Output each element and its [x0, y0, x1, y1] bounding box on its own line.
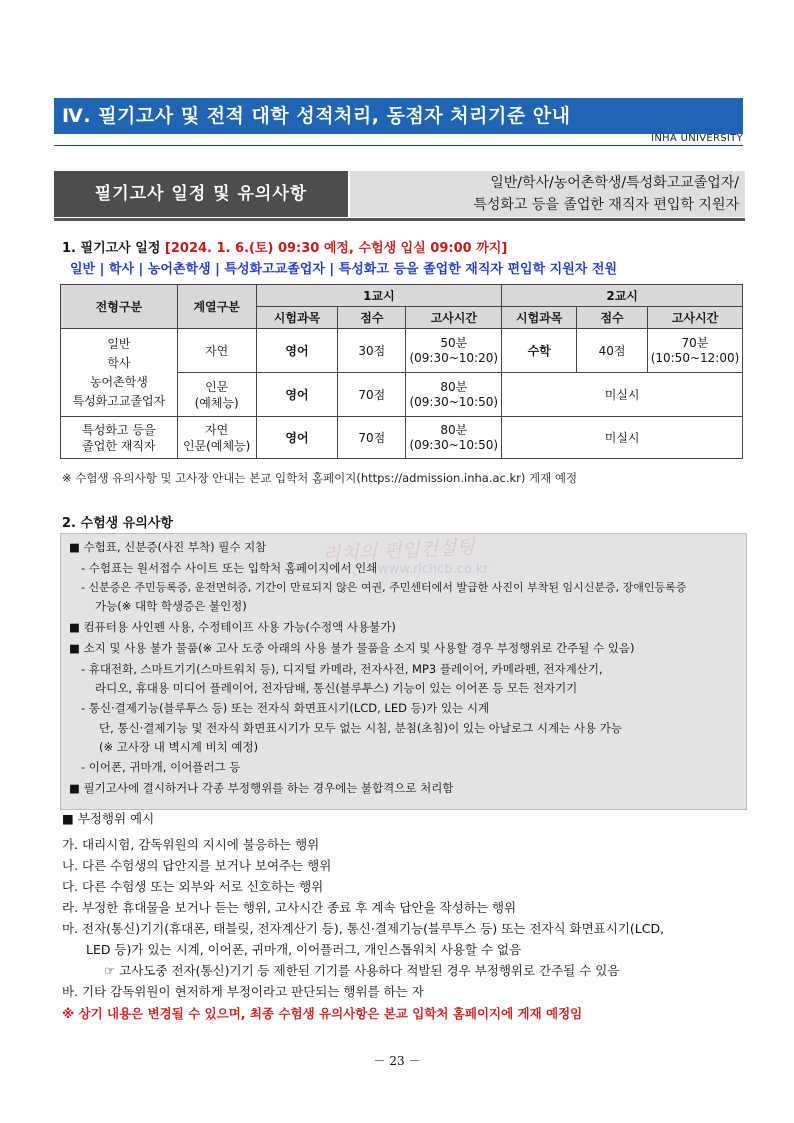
schedule-targets: 일반 | 학사 | 농어촌학생 | 특성화고교졸업자 | 특성화고 등을 졸업한 재직자 편입학 지원자 전원	[70, 262, 618, 277]
fraud-item: 바. 기타 감독위원이 현저하게 부정이라고 판단되는 행위를 하는 자	[62, 984, 424, 999]
fraud-item: LED 등)가 있는 시계, 이어폰, 귀마개, 이어플러그, 개인스톱워치 사용할 수 없음	[86, 942, 522, 957]
cell-score-40: 40점	[577, 329, 648, 373]
time-range: (09:30~10:50)	[409, 437, 499, 452]
type-rural: 농어촌학생	[89, 374, 148, 389]
page-title: Ⅳ. 필기고사 및 전적 대학 성적처리, 동점자 처리기준 안내	[54, 98, 743, 134]
time-range: (09:30~10:50)	[409, 394, 499, 409]
schedule-heading: 1. 필기고사 일정	[62, 241, 161, 256]
cell-subject-english: 영어	[256, 329, 338, 373]
section-target-line2: 특성화고 등을 졸업한 재직자 편입학 지원자	[473, 197, 739, 213]
cell-score-70: 70점	[338, 417, 406, 459]
schedule-date-note: [2024. 1. 6.(토) 09:30 예정, 수험생 입실 09:00 까지]	[164, 241, 508, 256]
type-vocational: 특성화고교졸업자	[72, 393, 166, 408]
fraud-item: 나. 다른 수험생의 답안지를 보거나 보여주는 행위	[62, 858, 332, 873]
section-divider	[54, 218, 745, 221]
section-target-line1: 일반/학사/농어촌학생/특성화고교졸업자/	[490, 175, 739, 191]
fraud-item: 다. 다른 수험생 또는 외부와 서로 신호하는 행위	[62, 879, 324, 894]
cell-subject-english: 영어	[256, 373, 338, 417]
track-arts: (예체능)	[194, 395, 239, 410]
cell-time-80	[406, 373, 502, 417]
cell-track-all	[177, 417, 256, 459]
type-bachelor: 학사	[107, 355, 131, 370]
header-type: 전형구분	[61, 285, 178, 329]
cell-time-70	[647, 329, 742, 373]
track-humanities-arts: 인문(예체능)	[182, 438, 251, 453]
fraud-item: 라. 부정한 휴대물을 보거나 듣는 행위, 고사시간 종료 후 계속 답안을 작성하는 행위	[62, 900, 517, 915]
title-underline	[54, 145, 743, 146]
header-time2: 고사시간	[647, 307, 742, 329]
schedule-table	[60, 284, 743, 459]
section-target	[350, 171, 745, 217]
section-title: 필기고사 일정 및 유의사항	[54, 171, 348, 217]
cell-time-80	[406, 417, 502, 459]
header-period1: 1교시	[256, 285, 502, 307]
cell-type-general	[61, 329, 178, 417]
header-track: 계열구분	[177, 285, 256, 329]
schedule-note: ※ 수험생 유의사항 및 고사장 안내는 본교 입학처 홈페이지(https://admission.inha.ac.kr) 게재 예정	[62, 471, 578, 485]
notice-line: 단, 통신·결제기능 및 전자식 화면표시기가 모두 없는 시침, 분침(초침)이 있는 아날로그 시계는 사용 가능	[99, 721, 622, 735]
header-score2: 점수	[577, 307, 648, 329]
notice-line: - 휴대전화, 스마트기기(스마트워치 등), 디지털 카메라, 전자사전, MP3 플레이어, 카메라펜, 전자계산기,	[81, 662, 603, 676]
time-duration: 80분	[440, 422, 468, 437]
notice-line: ■ 필기고사에 결시하거나 각종 부정행위를 하는 경우에는 불합격으로 처리함	[69, 781, 454, 795]
schedule-heading-row	[62, 237, 507, 256]
header-time1: 고사시간	[406, 307, 502, 329]
time-range: (09:30~10:20)	[409, 350, 499, 365]
track-science: 자연	[205, 422, 229, 437]
notice-line: ■ 수험표, 신분증(사진 부착) 필수 지참	[69, 540, 267, 554]
notice-line: - 수험표는 원서접수 사이트 또는 입학처 홈페이지에서 인쇄	[81, 561, 378, 575]
time-duration: 70분	[681, 335, 709, 350]
cell-time-50	[406, 329, 502, 373]
fraud-item: ☞ 고사도중 전자(통신)기기 등 제한된 기기를 사용하다 적발된 경우 부정행위로 간주될 수 있음	[104, 963, 620, 978]
notice-line: - 신분증은 주민등록증, 운전면허증, 기간이 만료되지 않은 여권, 주민센터에서 발급한 사진이 부착된 임시신분증, 장애인등록증	[81, 581, 687, 594]
cell-period2-not-held: 미실시	[502, 373, 743, 417]
cell-track-science: 자연	[177, 329, 256, 373]
header-score1: 점수	[338, 307, 406, 329]
notice-line: 라디오, 휴대용 미디어 플레이어, 전자담배, 통신(블루투스) 기능이 있는 이어폰 등 모든 전자기기	[95, 681, 578, 695]
cell-type-employed	[61, 417, 178, 459]
cell-period2-not-held: 미실시	[502, 417, 743, 459]
cell-score-70: 70점	[338, 373, 406, 417]
time-duration: 80분	[440, 379, 468, 394]
type-employed-line1: 특성화고 등을	[82, 422, 156, 437]
notice-line: - 통신·결제기능(블루투스 등) 또는 전자식 화면표시기(LCD, LED 등)가 있는 시계	[81, 701, 490, 715]
notice-line: ■ 소지 및 사용 불가 물품(※ 고사 도중 아래의 사용 불가 물품을 소지 및 사용할 경우 부정행위로 간주될 수 있음)	[69, 641, 635, 655]
watermark: 리치의 편입컨설팅	[321, 536, 476, 566]
notice-line: 가능(※ 대학 학생증은 불인정)	[95, 599, 247, 613]
page-number: － 23 －	[373, 1054, 421, 1068]
header-subject2: 시험과목	[502, 307, 577, 329]
notice-line: (※ 고사장 내 벽시계 비치 예정)	[99, 740, 259, 754]
final-note: ※ 상기 내용은 변경될 수 있으며, 최종 수험생 유의사항은 본교 입학처 홈페이지에 게재 예정임	[62, 1006, 583, 1021]
notice-line: - 이어폰, 귀마개, 이어플러그 등	[81, 760, 241, 774]
cell-track-humanities	[177, 373, 256, 417]
cell-subject-english: 영어	[256, 417, 338, 459]
fraud-item: 마. 전자(통신)기기(휴대폰, 태블릿, 전자계산기 등), 통신·결제기능(블루투스 등) 또는 전자식 화면표시기(LCD,	[62, 921, 665, 936]
type-employed-line2: 졸업한 재직자	[82, 438, 156, 453]
university-label: INHA UNIVERSITY	[651, 133, 743, 144]
fraud-item: 가. 대리시험, 감독위원의 지시에 불응하는 행위	[62, 837, 320, 852]
watermark-url: www.richcb.co.kr	[378, 562, 489, 577]
type-general: 일반	[107, 336, 131, 351]
cell-subject-math: 수학	[502, 329, 577, 373]
header-subject1: 시험과목	[256, 307, 338, 329]
notice-heading: 2. 수험생 유의사항	[62, 516, 173, 531]
time-range: (10:50~12:00)	[650, 350, 740, 365]
time-duration: 50분	[440, 335, 468, 350]
cell-score-30: 30점	[338, 329, 406, 373]
fraud-heading: ■ 부정행위 예시	[62, 811, 155, 826]
notice-line: ■ 컴퓨터용 사인펜 사용, 수정테이프 사용 가능(수정액 사용불가)	[69, 620, 396, 634]
track-humanities: 인문	[205, 379, 229, 394]
header-period2: 2교시	[502, 285, 743, 307]
